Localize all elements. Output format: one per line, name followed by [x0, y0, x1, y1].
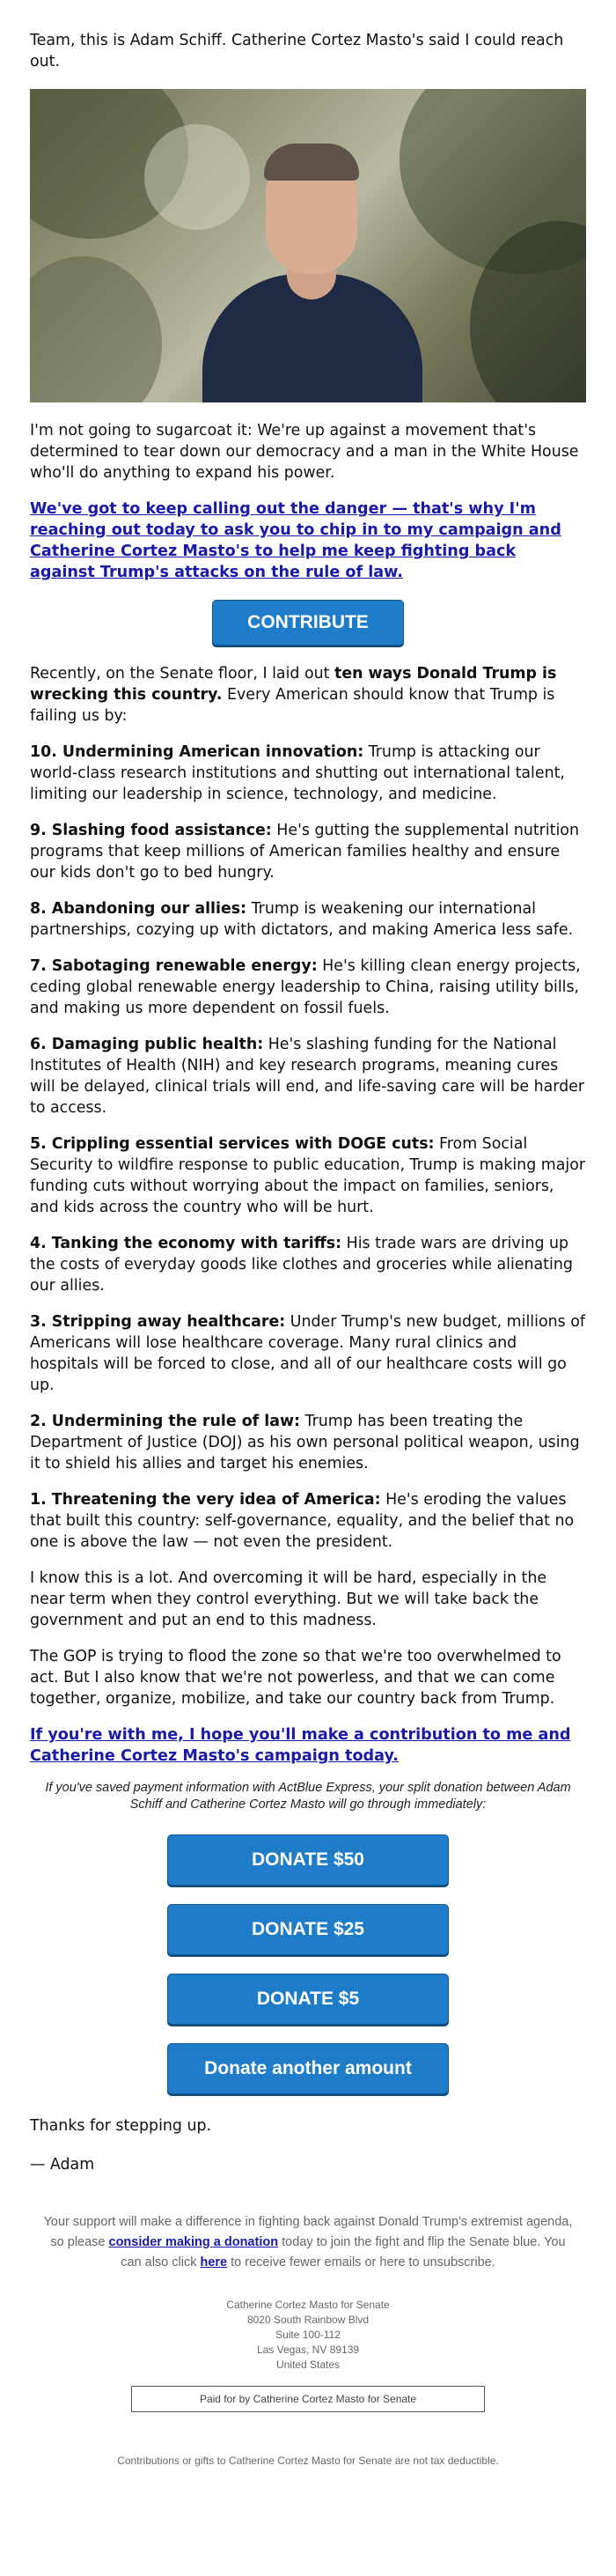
lot-paragraph: I know this is a lot. And overcoming it will be hard, especially in the near term when they control everything. But we will take back the government and put an end to this madness.: [30, 1569, 547, 1629]
actblue-express-note: If you've saved payment information with ActBlue Express, your split donation between Adam Schiff and Catherine Cortez Masto will go through immediately:: [45, 1781, 571, 1812]
way-title: 4. Tanking the economy with tariffs:: [30, 1235, 342, 1252]
hero-photo: [30, 89, 586, 402]
donate-other-amount-button[interactable]: Donate another amount: [167, 2043, 449, 2094]
way-item: [30, 898, 586, 941]
consider-donation-link[interactable]: consider making a donation: [108, 2235, 279, 2249]
contribute-button[interactable]: CONTRIBUTE: [212, 600, 404, 646]
way-title: 10. Undermining American innovation:: [30, 743, 364, 761]
way-text: He's eroding the values that built this country: self-governance, equality, and the belief that no one is above the law — not even the president.: [30, 1491, 575, 1551]
way-text: Under Trump's new budget, millions of Americans will lose healthcare coverage. Many rural clinics and hospitals will be forced to close, and all of our healthcare costs will go up.: [30, 1313, 585, 1394]
footer-part1: Your support will make a difference in fighting back against Donald Trump's extremist agenda, so please: [43, 2215, 573, 2249]
way-item: [30, 1311, 586, 1396]
ten-ways-intro: [30, 663, 586, 727]
intro-paragraph: I'm not going to sugarcoat it: We're up against a movement that's determined to tear down our democracy and a man in the White House who'll do anything to expand his power.: [30, 422, 579, 482]
way-title: 5. Crippling essential services with DOGE cuts:: [30, 1135, 435, 1153]
way-item: [30, 1489, 586, 1553]
fewer-emails-link[interactable]: here: [200, 2255, 228, 2270]
way-text: He's killing clean energy projects, ceding global renewable energy leadership to China, raising utility bills, and making us more dependent on fossil fuels.: [30, 957, 581, 1017]
way-text: He's slashing funding for the National Institutes of Health (NIH) and key research programs, meaning cures will be delayed, clinical trials will end, and life-saving care will be harder to access.: [30, 1036, 584, 1117]
way-item: [30, 1133, 586, 1218]
way-item: [30, 820, 586, 883]
way-text: Trump is weakening our international partnerships, cozying up with dictators, and making America less safe.: [30, 900, 574, 939]
ask-link[interactable]: We've got to keep calling out the danger — that's why I'm reaching out today to ask you to chip in to my campaign and Catherine Cortez Masto's to help me keep fighting back against Trump's attacks on the rule of law.: [30, 500, 561, 581]
mailing-address: [30, 2298, 586, 2373]
address-line: Catherine Cortez Masto for Senate: [226, 2299, 390, 2311]
way-item: [30, 1233, 586, 1296]
way-title: 7. Sabotaging renewable energy:: [30, 957, 318, 975]
tax-disclaimer: Contributions or gifts to Catherine Cortez Masto for Senate are not tax deductible.: [117, 2454, 499, 2467]
address-line: Las Vegas, NV 89139: [256, 2343, 360, 2356]
footer-text: [39, 2212, 577, 2273]
way-title: 3. Stripping away healthcare:: [30, 1313, 286, 1331]
way-item: [30, 742, 586, 805]
address-line: 8020 South Rainbow Blvd: [246, 2314, 370, 2326]
footer-part2: today to join the fight and flip the Senate blue. You can also click: [121, 2235, 566, 2270]
way-title: 8. Abandoning our allies:: [30, 900, 247, 918]
ten-ways-bold: ten ways Donald Trump is wrecking this country.: [30, 665, 557, 704]
thanks-line: Thanks for stepping up.: [30, 2117, 212, 2135]
way-text: From Social Security to wildfire response to public education, Trump is making major funding cuts without worrying about the impact on families, seniors, and kids across the country who will be hurt.: [30, 1135, 585, 1216]
gop-paragraph: The GOP is trying to flood the zone so that we're too overwhelmed to act. But I also know that we're not powerless, and that we can come together, organize, mobilize, and take our country back from Trump.: [30, 1648, 561, 1708]
way-text: Trump has been treating the Department of Justice (DOJ) as his own personal political weapon, using it to shield his allies and target his enemies.: [30, 1413, 580, 1473]
way-item: [30, 1034, 586, 1118]
footer-part3: to receive fewer emails or here to unsubscribe.: [227, 2255, 495, 2270]
ten-ways-before: Recently, on the Senate floor, I laid out: [30, 665, 334, 683]
way-title: 6. Damaging public health:: [30, 1036, 264, 1053]
paid-for-box: Paid for by Catherine Cortez Masto for Senate: [131, 2386, 485, 2412]
donate-25-button[interactable]: DONATE $25: [167, 1904, 449, 1955]
address-line: Suite 100-112: [275, 2329, 341, 2341]
greeting: Team, this is Adam Schiff. Catherine Cortez Masto's said I could reach out.: [30, 32, 564, 70]
donate-5-button[interactable]: DONATE $5: [167, 1974, 449, 2025]
signoff: — Adam: [30, 2156, 95, 2174]
way-item: [30, 956, 586, 1019]
way-item: [30, 1411, 586, 1474]
ten-ways-after: Every American should know that Trump is failing us by:: [30, 686, 555, 725]
address-line: United States: [275, 2358, 341, 2371]
way-title: 9. Slashing food assistance:: [30, 822, 272, 839]
with-me-link[interactable]: If you're with me, I hope you'll make a contribution to me and Catherine Cortez Masto's campaign today.: [30, 1726, 571, 1765]
way-text: He's gutting the supplemental nutrition programs that keep millions of American families healthy and ensure our kids don't go to bed hungry.: [30, 822, 579, 882]
way-title: 2. Undermining the rule of law:: [30, 1413, 300, 1430]
way-text: Trump is attacking our world-class research institutions and shutting out international talent, limiting our leadership in science, technology, and medicine.: [30, 743, 565, 803]
way-title: 1. Threatening the very idea of America:: [30, 1491, 381, 1509]
way-text: His trade wars are driving up the costs of everyday goods like clothes and groceries while alienating our allies.: [30, 1235, 573, 1295]
donate-50-button[interactable]: DONATE $50: [167, 1834, 449, 1886]
